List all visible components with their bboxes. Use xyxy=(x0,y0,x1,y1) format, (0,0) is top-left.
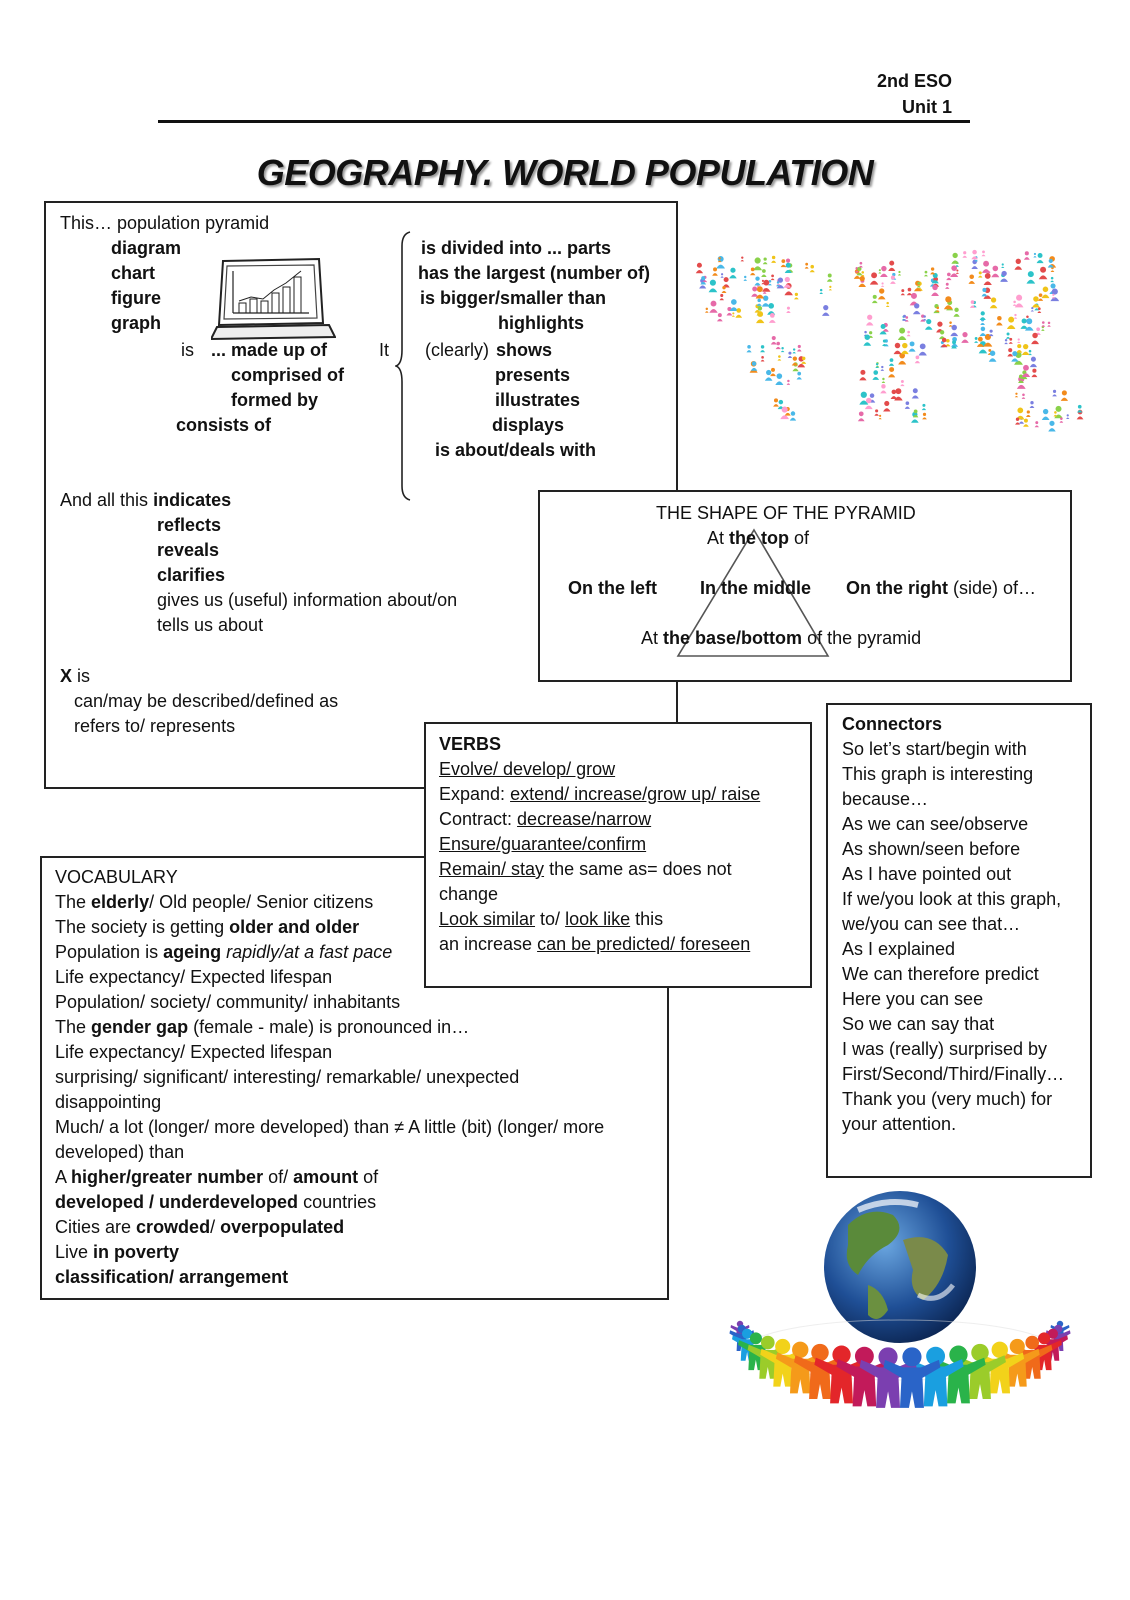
side-of-label: (side) of… xyxy=(953,578,1037,598)
phrase-clearly: (clearly) xyxy=(425,340,490,360)
unit-label: Unit 1 xyxy=(901,97,952,117)
world-population-map-image xyxy=(686,236,1106,448)
x-label: X xyxy=(60,666,73,686)
person-dot xyxy=(912,388,919,398)
person-dot xyxy=(792,356,798,365)
person-dot xyxy=(729,268,736,279)
person-dot xyxy=(761,356,765,361)
phrase-displays: displays xyxy=(492,415,565,435)
verb-clarifies: clarifies xyxy=(157,565,226,585)
phrase-illustrates: illustrates xyxy=(495,390,581,410)
person-dot xyxy=(794,293,799,300)
person-dot xyxy=(1048,421,1055,432)
phrase-bigger: is bigger/smaller than xyxy=(420,288,607,308)
person-dot xyxy=(1024,251,1030,259)
person-dot xyxy=(696,263,703,274)
noun-graph: graph xyxy=(111,313,162,333)
vocab-line-9: disappointing xyxy=(55,1092,162,1112)
vocab-line-14: Cities are crowded/ overpopulated xyxy=(55,1217,345,1237)
on-the-right-label: On the right xyxy=(846,578,948,598)
person-dot xyxy=(805,263,809,269)
person-dot xyxy=(1031,307,1034,312)
person-dot xyxy=(945,283,949,289)
vocab-line-15: Live in poverty xyxy=(55,1242,180,1262)
person-dot xyxy=(889,358,894,366)
vocab-heading: VOCABULARY xyxy=(55,867,178,887)
person-dot xyxy=(878,269,881,273)
person-dot xyxy=(978,271,982,277)
connector-item: We can therefore predict xyxy=(842,964,1039,984)
person-dot xyxy=(790,411,796,420)
person-dot xyxy=(859,370,866,380)
at-label: At xyxy=(707,528,725,548)
vocab-line-12: A higher/greater number of/ amount of xyxy=(55,1167,379,1187)
verbs-line-3: Contract: decrease/narrow xyxy=(439,809,652,829)
person-dot xyxy=(861,271,865,276)
person-dot xyxy=(1026,271,1035,284)
person-dot xyxy=(859,262,863,268)
person-dot xyxy=(776,342,781,349)
made-up-of: ... made up of xyxy=(211,340,328,360)
person-dot xyxy=(771,274,775,280)
person-dot xyxy=(870,272,878,284)
person-dot xyxy=(968,274,975,283)
person-dot xyxy=(1023,419,1029,427)
person-dot xyxy=(880,266,888,277)
person-dot xyxy=(1014,259,1022,270)
vocab-line-16: classification/ arrangement xyxy=(55,1267,289,1287)
connector-item: As we can see/observe xyxy=(842,814,1029,834)
verbs-line-1: Evolve/ develop/ grow xyxy=(439,759,616,779)
person-dot xyxy=(1022,344,1030,355)
person-dot xyxy=(930,267,935,274)
person-dot xyxy=(898,328,906,340)
verbs-box xyxy=(424,722,812,988)
person-dot xyxy=(894,343,902,354)
connector-item: So let’s start/begin with xyxy=(842,739,1027,759)
person-dot xyxy=(743,276,746,281)
person-dot xyxy=(1050,289,1059,302)
pyramid-base xyxy=(641,626,921,651)
phrase-about: is about/deals with xyxy=(435,440,597,460)
person-dot xyxy=(894,388,902,400)
person-dot xyxy=(1037,253,1044,263)
person-dot xyxy=(872,295,878,303)
person-dot xyxy=(898,353,906,365)
person-dot xyxy=(1066,414,1069,419)
person-dot xyxy=(705,308,708,313)
vocab-line-11: developed) than xyxy=(55,1142,185,1162)
person-dot xyxy=(996,316,1003,325)
person-dot xyxy=(981,250,985,256)
at-base-label: At xyxy=(641,628,659,648)
person-dot xyxy=(1017,338,1020,343)
pyramid-right xyxy=(846,576,1036,601)
person-dot xyxy=(1001,263,1004,268)
person-dot xyxy=(919,343,927,355)
person-dot xyxy=(829,286,832,291)
pyramid-heading: THE SHAPE OF THE PYRAMID xyxy=(656,503,916,523)
person-dot xyxy=(971,250,977,259)
verbs-line-8: an increase can be predicted/ foreseen xyxy=(439,934,751,954)
and-all-this xyxy=(60,488,231,513)
vocab-line-5: Population/ society/ community/ inhabitants xyxy=(55,992,401,1012)
person-dot xyxy=(787,380,791,385)
intro-this: This… population pyramid xyxy=(60,213,270,233)
person-dot xyxy=(898,271,901,276)
person-dot xyxy=(757,299,762,306)
person-dot xyxy=(1077,405,1082,413)
person-dot xyxy=(723,277,730,287)
person-dot xyxy=(980,327,986,336)
person-dot xyxy=(1004,339,1008,344)
person-dot xyxy=(720,294,724,300)
intro-is: is xyxy=(181,340,194,360)
connector-item: First/Second/Third/Finally… xyxy=(842,1064,1065,1084)
person-dot xyxy=(922,413,927,420)
noun-figure: figure xyxy=(111,288,162,308)
verbs-heading: VERBS xyxy=(439,734,502,754)
person-dot xyxy=(1032,296,1040,307)
verbs-line-6: change xyxy=(439,884,499,904)
globe-people-image xyxy=(718,1185,1080,1435)
person-dot xyxy=(797,345,801,352)
person-dot xyxy=(792,348,796,353)
person-dot xyxy=(771,256,776,263)
connector-item: This graph is interesting xyxy=(842,764,1034,784)
person-dot xyxy=(1042,409,1050,420)
person-dot xyxy=(741,256,744,261)
connector-item: we/you can see that… xyxy=(842,914,1021,934)
person-dot xyxy=(974,337,978,343)
person-dot xyxy=(717,313,723,321)
person-dot xyxy=(925,319,932,330)
person-dot xyxy=(763,257,768,264)
formed-by: formed by xyxy=(231,390,319,410)
person-dot xyxy=(991,266,999,278)
of-pyramid-label: of the pyramid xyxy=(807,628,922,648)
gives-us: gives us (useful) information about/on xyxy=(157,590,458,610)
person-dot xyxy=(709,301,717,313)
connector-item: Thank you (very much) for xyxy=(842,1089,1053,1109)
person-dot xyxy=(858,411,865,421)
verb-indicates: indicates xyxy=(153,490,232,510)
person-dot xyxy=(882,378,886,383)
person-dot xyxy=(760,345,765,352)
person-dot xyxy=(881,282,884,286)
person-dot xyxy=(788,352,792,358)
person-dot xyxy=(886,302,890,307)
connectors-box xyxy=(826,703,1092,1178)
person-dot xyxy=(1041,321,1045,327)
phrase-divided: is divided into ... parts xyxy=(421,238,612,258)
person-dot xyxy=(989,330,994,337)
vocab-line-6: The gender gap (female - male) is pronounced in… xyxy=(55,1017,470,1037)
person-dot xyxy=(866,315,873,326)
page-title: GEOGRAPHY. WORLD POPULATION xyxy=(256,152,874,193)
person-dot xyxy=(1006,333,1010,339)
person-dot xyxy=(1030,401,1035,408)
phrase-highlights: highlights xyxy=(498,313,584,333)
person-dot xyxy=(883,401,890,412)
person-dot xyxy=(888,367,895,377)
vocab-line-10: Much/ a lot (longer/ more developed) than ≠ A little (bit) (longer/ more xyxy=(55,1117,605,1137)
person-dot xyxy=(907,288,912,295)
verb-reflects: reflects xyxy=(157,515,222,535)
noun-chart: chart xyxy=(111,263,156,283)
person-dot xyxy=(810,265,815,272)
person-dot xyxy=(726,307,732,315)
person-dot xyxy=(1035,421,1039,427)
curly-brace xyxy=(395,230,415,502)
person-dot xyxy=(753,257,762,270)
person-dot xyxy=(1061,390,1068,401)
course-header xyxy=(877,68,952,120)
person-dot xyxy=(1054,411,1058,416)
person-dot xyxy=(984,273,992,285)
vocab-line-7: Life expectancy/ Expected lifespan xyxy=(55,1042,333,1062)
person-dot xyxy=(872,370,879,380)
base-label: the base/bottom xyxy=(663,628,803,648)
x-is-label: is xyxy=(77,666,91,686)
person-dot xyxy=(1015,393,1018,398)
person-dot xyxy=(822,305,829,316)
person-dot xyxy=(982,261,990,273)
person-dot xyxy=(747,345,752,352)
course-label: 2nd ESO xyxy=(876,71,952,91)
person-dot xyxy=(951,253,959,264)
person-dot xyxy=(879,415,882,419)
person-dot xyxy=(712,267,718,275)
person-dot xyxy=(1014,314,1017,319)
verbs-line-7: Look similar to/ look like this xyxy=(439,909,664,929)
vocab-line-8: surprising/ significant/ interesting/ remarkable/ unexpected xyxy=(55,1067,520,1087)
laptop-chart-icon xyxy=(211,257,336,342)
person-dot xyxy=(1016,344,1022,353)
person-dot xyxy=(880,384,886,393)
person-dot xyxy=(761,269,766,277)
consists-of: consists of xyxy=(176,415,272,435)
person-dot xyxy=(874,409,878,415)
connector-item: As I explained xyxy=(842,939,956,959)
person-dot xyxy=(1052,390,1057,397)
tells-us: tells us about xyxy=(157,615,264,635)
person-dot xyxy=(720,273,723,278)
person-dot xyxy=(732,312,735,316)
phrase-shows: shows xyxy=(496,340,553,360)
person-dot xyxy=(1026,410,1031,417)
person-dot xyxy=(924,271,928,277)
vocab-line-2: The society is getting older and older xyxy=(55,917,360,937)
pyramid-box xyxy=(538,490,1072,682)
person-dot xyxy=(949,321,953,326)
x-is xyxy=(60,664,90,689)
phrase-largest: has the largest (number of) xyxy=(418,263,651,283)
connector-item: because… xyxy=(842,789,929,809)
person-dot xyxy=(962,251,967,258)
connectors-heading: Connectors xyxy=(842,714,943,734)
person-dot xyxy=(888,261,895,271)
connector-item: If we/you look at this graph, xyxy=(842,889,1062,909)
person-dot xyxy=(709,280,718,293)
person-dot xyxy=(781,259,786,267)
person-dot xyxy=(786,307,790,313)
and-all-this-label: And all this xyxy=(60,490,149,510)
pyramid-left: On the left xyxy=(568,578,657,598)
person-dot xyxy=(754,276,760,285)
connector-item: I was (really) surprised by xyxy=(842,1039,1048,1059)
person-dot xyxy=(953,308,959,317)
person-dot xyxy=(922,404,926,410)
person-dot xyxy=(859,392,868,405)
person-dot xyxy=(907,331,911,337)
vocab-line-3: Population is ageing rapidly/at a fast pace xyxy=(55,942,393,962)
person-dot xyxy=(881,366,884,371)
person-dot xyxy=(905,401,910,408)
person-dot xyxy=(756,311,764,323)
pyramid-top xyxy=(707,526,809,551)
person-dot xyxy=(1013,301,1017,306)
person-dot xyxy=(827,274,833,282)
person-dot xyxy=(990,297,998,308)
person-dot xyxy=(784,277,792,288)
person-dot xyxy=(1007,348,1013,356)
refers-to: refers to/ represents xyxy=(74,716,236,736)
person-dot xyxy=(730,299,738,311)
person-dot xyxy=(1031,369,1037,378)
person-dot xyxy=(915,356,920,364)
verb-reveals: reveals xyxy=(157,540,220,560)
pyramid-middle: In the middle xyxy=(700,578,812,598)
connector-item: As shown/seen before xyxy=(842,839,1021,859)
verbs-line-2: Expand: extend/ increase/grow up/ raise xyxy=(439,784,761,804)
person-dot xyxy=(900,380,904,386)
person-dot xyxy=(878,288,886,299)
phrase-presents: presents xyxy=(495,365,571,385)
person-dot xyxy=(778,355,782,360)
connector-item: So we can say that xyxy=(842,1014,995,1034)
person-dot xyxy=(1022,394,1026,399)
verbs-line-4: Ensure/guarantee/confirm xyxy=(439,834,647,854)
person-dot xyxy=(956,269,959,273)
intro-it: It xyxy=(379,340,390,360)
person-dot xyxy=(797,372,802,380)
person-dot xyxy=(771,336,777,345)
person-dot xyxy=(1047,322,1051,327)
person-dot xyxy=(901,343,909,354)
person-dot xyxy=(773,398,779,406)
verbs-line-5: Remain/ stay the same as= does not xyxy=(439,859,732,879)
person-dot xyxy=(775,373,783,385)
person-dot xyxy=(1050,277,1054,282)
person-dot xyxy=(781,347,785,352)
comprised-of: comprised of xyxy=(231,365,345,385)
of-label: of xyxy=(794,528,810,548)
person-dot xyxy=(1015,295,1024,308)
person-dot xyxy=(909,341,916,351)
vocab-line-4: Life expectancy/ Expected lifespan xyxy=(55,967,333,987)
person-dot xyxy=(980,311,986,320)
person-dot xyxy=(989,351,997,362)
connector-item: As I have pointed out xyxy=(842,864,1012,884)
header-rule xyxy=(158,120,970,123)
person-dot xyxy=(901,289,905,295)
described-as: can/may be described/defined as xyxy=(74,691,339,711)
person-dot xyxy=(1030,357,1037,367)
vocab-line-1: The elderly/ Old people/ Senior citizens xyxy=(55,892,374,912)
noun-diagram: diagram xyxy=(111,238,182,258)
person-dot xyxy=(961,332,968,343)
person-dot xyxy=(1041,287,1049,299)
the-top-label: the top xyxy=(729,528,790,548)
vocab-line-13: developed / underdeveloped countries xyxy=(55,1192,377,1212)
connector-item: Here you can see xyxy=(842,989,984,1009)
connector-item: your attention. xyxy=(842,1114,957,1134)
person-dot xyxy=(1033,253,1036,258)
person-dot xyxy=(979,341,987,353)
person-dot xyxy=(1039,267,1048,279)
person-dot xyxy=(767,303,775,315)
person-dot xyxy=(819,289,823,294)
